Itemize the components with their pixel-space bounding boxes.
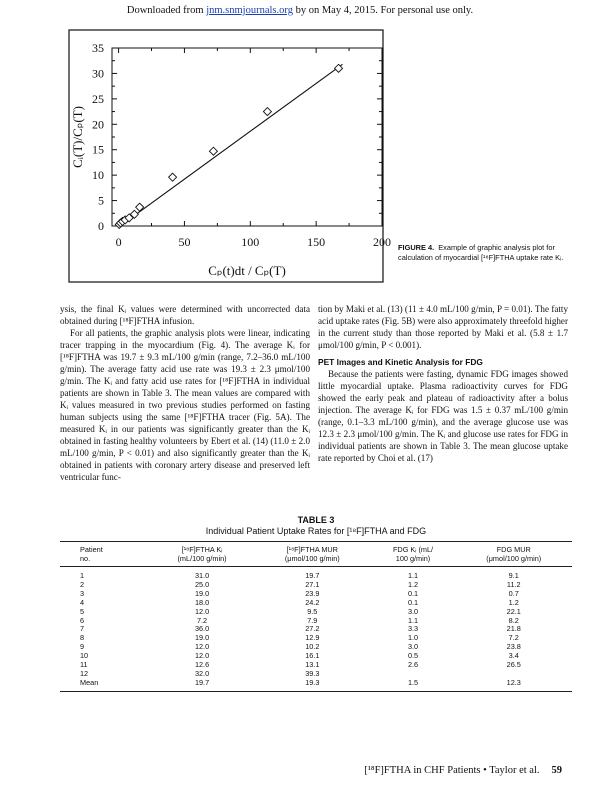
table-subtitle: Individual Patient Uptake Rates for [¹⁸F]FTHA and FDG — [205, 525, 427, 536]
page-footer — [364, 765, 562, 776]
table-cell: 31.0 — [194, 571, 210, 580]
right-paragraph-1: tion by Maki et al. (13) (11 ± 4.0 mL/100 g/min, P = 0.01). The fatty acid uptake rates (Fig. 5B) were also approximately threefold higher in the current study than those reported by Maki et al. (5.8 ± 1.7 μmol/100 g/min, P < 0.001). — [318, 304, 568, 350]
data-point — [263, 108, 271, 116]
table-cell: 1.1 — [407, 571, 419, 580]
table-cell: 11.2 — [506, 579, 521, 589]
table-cell: 9.5 — [307, 606, 318, 616]
table-cell: 23.8 — [506, 642, 521, 652]
y-tick-label: 20 — [92, 117, 104, 132]
table-cell: 9 — [80, 642, 85, 652]
table-cell: 7.2 — [508, 633, 519, 643]
table-cell: 7 — [80, 624, 85, 634]
table-cell: 8 — [80, 633, 85, 643]
table-row — [60, 679, 572, 691]
y-tick-label: 5 — [98, 193, 104, 208]
table-caption — [60, 515, 572, 536]
table-cell: 2.6 — [407, 660, 419, 670]
y-tick-label: 10 — [92, 168, 104, 183]
table-cell: 3.0 — [407, 642, 419, 652]
table-cell: 22.1 — [506, 606, 521, 616]
table-cell: 13.1 — [305, 660, 320, 670]
data-point — [169, 173, 177, 181]
table-cell: 12.0 — [194, 606, 210, 616]
table-cell: 19.7 — [150, 679, 254, 691]
y-tick-label: 15 — [92, 142, 104, 157]
header-patient: Patient no. — [60, 542, 150, 567]
table-cell: 3 — [80, 588, 85, 598]
left-paragraph-2: For all patients, the graphic analysis plots were linear, indicating tracer trapping in the myocardium (Fig. 4). The average Kᵢ for [¹⁸F]FTHA was 19.7 ± 9.3 mL/100 g/min (range, 7.2–36.0 mL/100 g/min). The average fatty acid use rate was 19.3 ± 2.3 μmol/100 g/min. The Kᵢ and fatty acid use rates for [¹⁸F]FTHA in individual patients are shown in Table 3. The mean values are compared with Kᵢ values measured in two previous studies performed on fasting human subjects using the same [¹⁸F]FTHA tracer (Fig. 5A). The measured Kᵢ in our patients was significantly greater than the Kᵢ obtained in fasting healthy volunteers by Ebert et al. (14) (11.0 ± 2.0 mL/100 g/min, P < 0.01) and also significantly greater than the Kᵢ obtained in patients with coronary artery disease and preserved left ventricular func- — [60, 328, 310, 482]
x-tick-label: 100 — [241, 235, 260, 249]
table-cell: 11 — [80, 660, 88, 670]
table-cell: 9.1 — [508, 571, 519, 580]
table-cell: 4 — [80, 597, 85, 607]
page-number: 59 — [551, 765, 562, 776]
y-tick-label: 25 — [92, 91, 104, 106]
header-fdg-mur: FDG MUR (μmol/100 g/min) — [456, 542, 572, 567]
plot-area — [112, 48, 382, 226]
table-cell: Mean — [60, 679, 150, 691]
right-column — [318, 303, 568, 464]
table-cell: 0.1 — [407, 597, 419, 607]
x-tick-label: 50 — [178, 235, 191, 249]
table-cell: 27.1 — [305, 579, 320, 589]
table-cell: 12.0 — [194, 651, 210, 661]
table-cell: 12.6 — [194, 660, 210, 670]
table-cell: 1 — [80, 571, 85, 580]
running-title: [¹⁸F]FTHA in CHF Patients • Taylor et al. — [364, 765, 540, 776]
header-ftha-ki: [¹⁸F]FTHA Kᵢ (mL/100 g/min) — [150, 542, 254, 567]
table-cell: 19.0 — [194, 588, 210, 598]
table-cell: 25.0 — [194, 579, 210, 589]
table-cell: 1.2 — [407, 579, 419, 589]
table-cell: 3.0 — [407, 606, 419, 616]
table-row — [60, 567, 572, 581]
figure-label: FIGURE 4. — [398, 243, 435, 252]
header-ftha-mur: [¹⁸F]FTHA MUR (μmol/100 g/min) — [254, 542, 370, 567]
x-tick-label: 150 — [307, 235, 326, 249]
regression-line — [119, 64, 343, 227]
figure-4-plot — [68, 29, 391, 283]
table-cell: 0.1 — [407, 588, 419, 598]
table-cell: 0.7 — [508, 588, 519, 598]
table-cell: 7.2 — [196, 615, 208, 625]
table-cell: 23.9 — [305, 588, 320, 598]
table-cell: 10.2 — [305, 642, 320, 652]
table-cell: 39.3 — [305, 668, 320, 678]
left-column — [60, 303, 310, 483]
table-cell: 36.0 — [194, 624, 210, 634]
table-cell: 6 — [80, 615, 85, 625]
table-cell: 10 — [80, 651, 89, 661]
table-title: TABLE 3 — [297, 515, 335, 525]
table-cell: 32.0 — [194, 668, 210, 678]
table-cell: 24.2 — [305, 597, 320, 607]
x-tick-label: 0 — [115, 235, 122, 249]
left-paragraph-1: ysis, the final Kᵢ values were determined with uncorrected data obtained during [¹⁸F]FTHA infusion. — [60, 304, 310, 326]
right-paragraph-2: Because the patients were fasting, dynamic FDG images showed little myocardial uptake. Plasma radioactivity curves for FDG showed the early peak and plateau of radioactivity after a bolus injection. The average Kᵢ for FDG was 1.5 ± 0.37 mL/100 g/min (range, 0.1–3.3 mL/100 g/min), and the average glucose use was 12.3 ± 2.3 μmol/100 g/min. The Kᵢ and glucose use rates for FDG in individual patients are shown in Table 3. The mean glucose uptake rate reported by Choi et al. (17) — [318, 369, 568, 463]
figure-caption — [398, 243, 574, 263]
x-tick-label: 200 — [373, 235, 391, 249]
table-cell: 1.2 — [508, 597, 519, 607]
table-cell: 2 — [80, 579, 85, 589]
table-cell: 12 — [80, 668, 89, 678]
table-cell: 19.0 — [194, 633, 210, 643]
y-tick-label: 35 — [92, 41, 104, 55]
table-cell: 16.1 — [305, 651, 320, 661]
table-cell: 3.4 — [508, 651, 519, 661]
download-banner: Downloaded from jnm.snmjournals.org by on May 4, 2015. For personal use only. — [126, 5, 474, 16]
table-cell: 8.2 — [508, 615, 519, 625]
table-cell: 12.3 — [456, 679, 572, 691]
table-header-row — [60, 542, 572, 567]
table-cell: 3.3 — [407, 624, 419, 634]
y-axis-label: Cᵢ(T)/Cₚ(T) — [70, 106, 85, 168]
uptake-rates-table — [60, 541, 572, 692]
table-cell: 12.9 — [305, 633, 320, 643]
table-cell: 7.9 — [307, 615, 318, 625]
table-cell: 19.3 — [254, 679, 370, 691]
graphic-analysis-chart — [68, 29, 391, 283]
journal-link[interactable]: jnm.snmjournals.org — [206, 5, 293, 16]
y-tick-label: 30 — [92, 66, 104, 81]
table-cell: 12.0 — [194, 642, 210, 652]
section-heading: PET Images and Kinetic Analysis for FDG — [318, 357, 483, 367]
table-cell: 21.8 — [506, 624, 521, 634]
figure-caption-text: Example of graphic analysis plot for calculation of myocardial [¹⁸F]FTHA uptake rate Kᵢ. — [398, 243, 564, 262]
x-axis-label: Cₚ(t)dt / Cₚ(T) — [208, 263, 286, 278]
table-cell: 1.1 — [407, 615, 419, 625]
data-point — [209, 147, 217, 155]
table-cell: 19.7 — [305, 571, 320, 580]
table-cell: 18.0 — [194, 597, 210, 607]
table-cell: 5 — [80, 606, 85, 616]
y-tick-label: 0 — [98, 219, 104, 233]
header-fdg-ki: FDG Kᵢ (mL/ 100 g/min) — [371, 542, 456, 567]
table-cell: 1.0 — [407, 633, 419, 643]
table-cell: 26.5 — [506, 660, 521, 670]
table-cell: 27.2 — [305, 624, 320, 634]
table-cell: 0.5 — [407, 651, 419, 661]
table-cell: 1.5 — [371, 679, 456, 691]
